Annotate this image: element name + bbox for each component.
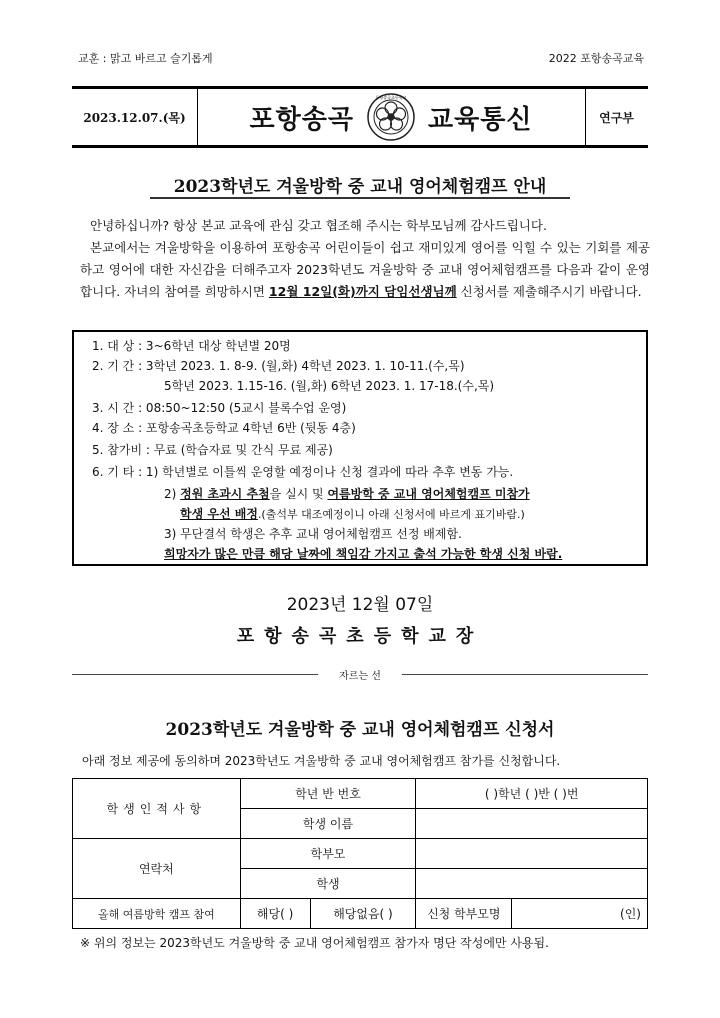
year-org-label: 2022 포항송곡교육	[548, 52, 644, 65]
summer-camp-label: 올해 여름방학 캠프 참여	[73, 899, 241, 929]
application-form-table	[72, 778, 648, 929]
student-contact-label: 학생	[240, 869, 416, 899]
summer-no-option[interactable]: 해당없음( )	[310, 899, 416, 929]
notice-title: 2023학년도 겨울방학 중 교내 영어체험캠프 안내	[173, 177, 547, 197]
student-info-label: 학생인적사항	[73, 779, 241, 839]
etc2-prefix: 2)	[164, 487, 181, 501]
info-target: 1. 대 상 : 3~6학년 대상 학년별 20명	[92, 339, 291, 353]
newsletter-header	[72, 86, 648, 148]
greeting-text: 안녕하십니까? 항상 본교 교육에 관심 갖고 협조해 주시는 학부모님께 감사드립니다.	[90, 218, 547, 233]
info-etc-3: 3) 무단결석 학생은 추후 교내 영어체험캠프 선정 배제함.	[164, 527, 462, 541]
header-title-block	[197, 89, 586, 145]
school-emblem-icon	[366, 92, 416, 142]
table-row	[73, 839, 648, 869]
agreement-text: 아래 정보 제공에 동의하며 2023학년도 겨울방학 중 교내 영어체험캠프 참가를 신청합니다.	[82, 754, 561, 768]
info-period-1: 2. 기 간 : 3학년 2023. 1. 8-9. (월,화) 4학년 2023. 1. 10-11.(수,목)	[92, 359, 465, 373]
parent-name-label: 신청 학부모명	[416, 899, 512, 929]
name-label: 학생 이름	[240, 809, 416, 839]
summer-yes-option[interactable]: 해당( )	[240, 899, 310, 929]
info-time: 3. 시 간 : 08:50~12:50 (5교시 블록수업 운영)	[92, 401, 347, 415]
etc2-mid: 을 실시 및	[269, 487, 328, 501]
header-date: 2023.12.07.(목)	[72, 89, 198, 145]
header-title-left: 포항송곡	[249, 104, 354, 135]
name-input[interactable]	[416, 809, 648, 839]
body-paragraph	[80, 237, 650, 303]
deadline-text: 12월 12일(화)까지 담임선생님께	[268, 284, 457, 299]
parent-contact-input[interactable]	[416, 839, 648, 869]
info-etc-4: 희망자가 많은 만큼 해당 날짜에 책임감 가지고 출석 가능한 학생 신청 바람.	[164, 547, 563, 561]
parent-sign-input[interactable]: (인)	[512, 899, 648, 929]
cut-line-right	[402, 674, 648, 675]
header-title-right: 교육통신	[428, 104, 533, 135]
info-fee: 5. 참가비 : 무료 (학습자료 및 간식 무료 제공)	[92, 443, 333, 457]
table-row	[73, 779, 648, 809]
contact-label: 연락처	[73, 839, 241, 899]
class-label: 학년 반 번호	[240, 779, 416, 809]
student-contact-input[interactable]	[416, 869, 648, 899]
info-etc-2	[164, 486, 530, 502]
emblem-caption: 포항송곡초등학교	[375, 95, 407, 100]
etc2-priority: 여름방학 중 교내 영어체험캠프 미참가	[327, 487, 530, 501]
info-place: 4. 장 소 : 포항송곡초등학교 4학년 6반 (뒷동 4층)	[92, 421, 356, 435]
title-underline	[150, 197, 570, 199]
cut-line-left	[72, 674, 318, 675]
parent-contact-label: 학부모	[240, 839, 416, 869]
principal-signature: 포항송곡초등학교장	[236, 626, 484, 647]
etc2-lottery: 정원 초과시 추첨	[180, 487, 270, 501]
etc2-note: .(출석부 대조예정이니 아래 신청서에 바르게 표기바람.)	[257, 508, 525, 521]
body-text-before: 본교에서는 겨울방학을 이용하여 포항송곡 어린이들이 쉽고 재미있게 영어를 익힐 수 있는 기회를 제공하고 영어에 대한 자신감을 더해주고자 2023학년도 겨울방학 중 교내 영어체험캠프를 다음과 같이 운영합니다. 자녀의 참여를 희망하시면	[80, 240, 650, 299]
info-period-2: 5학년 2023. 1.15-16. (월,화) 6학년 2023. 1. 17-18.(수,목)	[164, 379, 495, 393]
info-box	[72, 330, 648, 566]
department-label: 연구부	[599, 110, 634, 125]
form-title: 2023학년도 겨울방학 중 교내 영어체험캠프 신청서	[165, 720, 555, 740]
issue-date: 2023년 12월 07일	[286, 595, 434, 615]
school-motto: 교훈 : 맑고 바르고 슬기롭게	[78, 52, 213, 65]
class-input[interactable]: ( )학년 ( )반 ( )번	[416, 779, 648, 809]
etc2-priority-cont: 학생 우선 배정	[180, 507, 258, 521]
body-text-after: 신청서를 제출해주시기 바랍니다.	[456, 284, 642, 299]
table-row	[73, 899, 648, 929]
info-etc-2-cont	[180, 506, 525, 523]
footnote: ※ 위의 정보는 2023학년도 겨울방학 중 교내 영어체험캠프 참가자 명단 작성에만 사용됨.	[80, 936, 549, 950]
cut-line-label: 자르는 선	[339, 671, 381, 682]
info-etc-1: 6. 기 타 : 1) 학년별로 이틀씩 운영할 예정이나 신청 결과에 따라 추후 변동 가능.	[92, 465, 514, 479]
